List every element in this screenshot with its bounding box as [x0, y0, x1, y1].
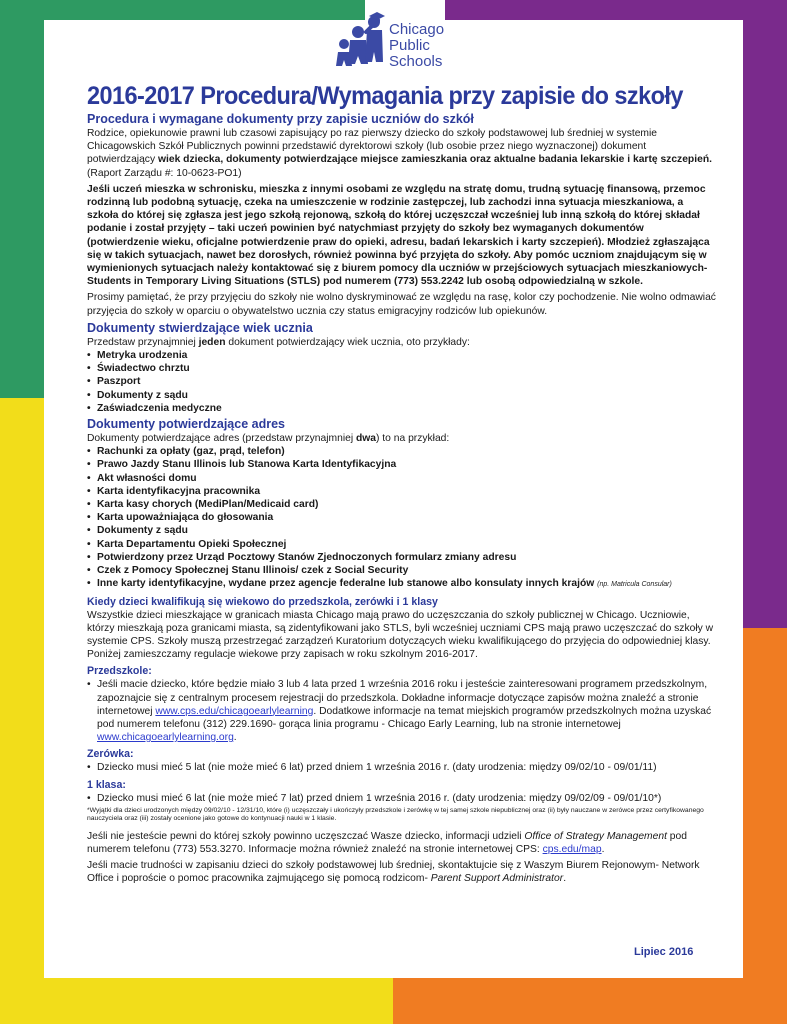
nondiscrimination-paragraph: Prosimy pamiętać, że przy przyjęciu do szkoły nie wolno dyskryminować ze względu na rasę, kolor czy pochodzenie. Nie wolno odmawiać przyjęcia do szkoły w oparciu o obywatelstwo ucznia czy status emigracyjny rodziców lub opiekunów. [87, 292, 716, 317]
first-grade-heading: 1 klasa: [87, 778, 126, 791]
list-item: • Karta upoważniająca do głosowania [87, 511, 717, 524]
preschool-heading: Przedszkole: [87, 665, 152, 678]
list-item: • Świadectwo chrztu [87, 362, 717, 375]
list-item: • Jeśli macie dziecko, które będzie miało 3 lub 4 lata przed 1 września 2016 roku i jesteście zainteresowani programem przedszkolnym, zapoznajcie się z centralnym procesem rejestracji do przedszkola. Dokładne informacje dotyczące zapisów można znaleźć a stronie internetowej www.cps.edu/chicagoearlylearning. Dodatkowe informacje na temat miejskich programów przedszkolnych można uzyskać pod numerem telefonu (312) 229.1690- gorąca linia programu - Chicago Early Learning, lub na stronie internetowej www.chicagoearlylearning.org. [87, 678, 717, 744]
frame-orange-bottom [393, 978, 787, 1024]
network-office-paragraph: Jeśli macie trudności w zapisaniu dzieci do szkoły podstawowej lub średniej, skontaktujcie się z Waszym Biurem Rejonowym- Network Office i poproście o pomoc pracownika zajmującego się pomocą rodzicom- Parent Support Administrator. [87, 860, 700, 885]
list-item: • Zaświadczenia medyczne [87, 402, 717, 415]
list-item: • Karta Departamentu Opieki Społecznej [87, 538, 717, 551]
first-grade-footnote: *Wyjątki dla dzieci urodzonych między 09/02/10 - 12/31/10, które (i) uczęszczały i ukończyły przedszkole i zerówkę w tej samej szkole niepublicznej oraz (ii) były nauczane w zerówce przez certyfikowanego nauczyciela oraz (iii) zostały ocenione jako gotowe do kontynuacji nauki w 1 klasie. [87, 806, 704, 823]
list-item: • Paszport [87, 375, 717, 388]
early-learning-cps-link[interactable]: www.cps.edu/chicagoearlylearning [155, 705, 314, 717]
stls-paragraph: Jeśli uczeń mieszka w schronisku, mieszka z innymi osobami ze względu na stratę domu, trudną sytuację finansową, przemoc rodzinną lub podobną sytuację, czeka na umieszczenie w rodzinie zastępczej, lub zachodzi inna sytuacja mieszkaniowa, a szkoła do której się zgłasza jest jego szkołą rejonową, szkołą do której uczęszczał wcześniej lub inną szkołą do której składał podanie i został przyjęty – taki uczeń powinien być natychmiast przyjęty do szkoły bez wymaganych dokumentów (potwierdzenie wieku, oficjalne potwierdzenie praw do opieki, adresu, badań lekarskich i karty szczepień). Młodzież zgłaszająca się w takich sytuacjach, nawet bez dorosłych, również powinna być przyjęta do szkoły. Aby pomóc uczniom znajdującym się w wymienionych sytuacjach należy kontaktować się z biurem pomocy dla uczniów w przejściowych sytuacjach mieszkaniowych- Students in Temporary Living Situations (STLS) pod numerem (773) 553.2242 lub osobą odpowiedzialną w szkole. [87, 183, 710, 288]
early-learning-org-link[interactable]: www.chicagoearlylearning.org [97, 732, 234, 744]
list-item: • Akt własności domu [87, 472, 717, 485]
age-docs-lead: Przedstaw przynajmniej jeden dokument potwierdzający wiek ucznia, oto przykłady: [87, 336, 470, 348]
frame-yellow-bottom [0, 978, 393, 1024]
list-item: • Potwierdzony przez Urząd Pocztowy Stanów Zjednoczonych formularz zmiany adresu [87, 551, 717, 564]
age-docs-list [87, 349, 717, 415]
kindergarten-list [87, 761, 717, 774]
intro-paragraph: Rodzice, opiekunowie prawni lub czasowi zapisujący po raz pierwszy dziecko do szkoły podstawowej lub średniej w systemie Chicagowskich Szkół Publicznych powinni przedstawić dyrektorowi szkoły (lub osobie przez niego wyznaczonej) dokument potwierdzający wiek dziecka, dokumenty potwierdzające miejsce zamieszkania oraz aktualne badania lekarskie i kartę szczepień. (Raport Zarządu #: 10-0623-PO1) [87, 128, 712, 179]
list-item: • Karta identyfikacyjna pracownika [87, 485, 717, 498]
first-grade-list [87, 792, 717, 805]
strategy-office-paragraph: Jeśli nie jesteście pewni do której szkoły powinno uczęszczać Wasze dziecko, informacji udzieli Office of Strategy Management pod numerem telefonu (773) 553.3270. Informacje można również znaleźć na stronie internetowej CPS: cps.edu/map. [87, 830, 687, 855]
frame-purple-right [743, 0, 787, 628]
cps-map-link[interactable]: cps.edu/map [542, 843, 602, 855]
frame-purple-top [445, 0, 787, 20]
list-item: • Czek z Pomocy Społecznej Stanu Illinois/ czek z Social Security [87, 564, 717, 577]
list-item: • Inne karty identyfikacyjne, wydane przez agencje federalne lub stanowe albo konsulaty innych krajów (np. Matricula Consular) [87, 577, 717, 591]
list-item: • Prawo Jazdy Stanu Illinois lub Stanowa Karta Identyfikacyjna [87, 458, 717, 471]
eligibility-heading: Kiedy dzieci kwalifikują się wiekowo do przedszkola, zerówki i 1 klasy [87, 595, 438, 608]
cps-logo-text: Chicago Public Schools [389, 21, 445, 70]
page-title: 2016-2017 Procedura/Wymagania przy zapisie do szkoły [87, 82, 683, 110]
address-docs-list [87, 445, 717, 591]
address-docs-heading: Dokumenty potwierdzające adres [87, 417, 285, 432]
document-date: Lipiec 2016 [634, 946, 694, 958]
preschool-list [87, 678, 717, 744]
frame-orange-right [743, 628, 787, 1024]
list-item: • Dziecko musi mieć 5 lat (nie może mieć 6 lat) przed dniem 1 września 2016 r. (daty urodzenia: między 09/02/10 - 09/01/11) [87, 761, 717, 774]
frame-green-left [0, 0, 44, 398]
list-item: • Metryka urodzenia [87, 349, 717, 362]
intro-heading: Procedura i wymagane dokumenty przy zapisie uczniów do szkół [87, 112, 474, 126]
list-item: • Dokumenty z sądu [87, 524, 717, 537]
list-item: • Rachunki za opłaty (gaz, prąd, telefon) [87, 445, 717, 458]
document-content [87, 82, 717, 889]
frame-yellow-left [0, 398, 44, 1024]
frame-green-top [0, 0, 365, 20]
list-item: • Dokumenty z sądu [87, 389, 717, 402]
age-docs-heading: Dokumenty stwierdzające wiek ucznia [87, 320, 313, 335]
eligibility-paragraph: Wszystkie dzieci mieszkające w granicach miasta Chicago mają prawo do uczęszczania do szkoły publicznej w Chicago. Uczniowie, którzy mieszkają poza granicami miasta, są zidentyfikowani jako STLS, byli wcześniej uczniami CPS mają prawo uczęszczać do szkoły w systemie CPS. Szkoły muszą przestrzegać zarządzeń Kuratorium dotyczących wieku kwalifikującego do przyjęcia do odpowiedniej klasy. Poniżej zamieszczamy regulacje wiekowe przy zapisach w roku szkolnym 2016-2017. [87, 609, 714, 661]
kindergarten-heading: Zerówka: [87, 748, 134, 761]
list-item: • Dziecko musi mieć 6 lat (nie może mieć 7 lat) przed dniem 1 września 2016 r. (daty urodzenia: między 09/02/09 - 09/01/10*) [87, 792, 717, 805]
list-item: • Karta kasy chorych (MediPlan/Medicaid card) [87, 498, 717, 511]
address-docs-lead: Dokumenty potwierdzające adres (przedstaw przynajmniej dwa) to na przykład: [87, 433, 450, 445]
